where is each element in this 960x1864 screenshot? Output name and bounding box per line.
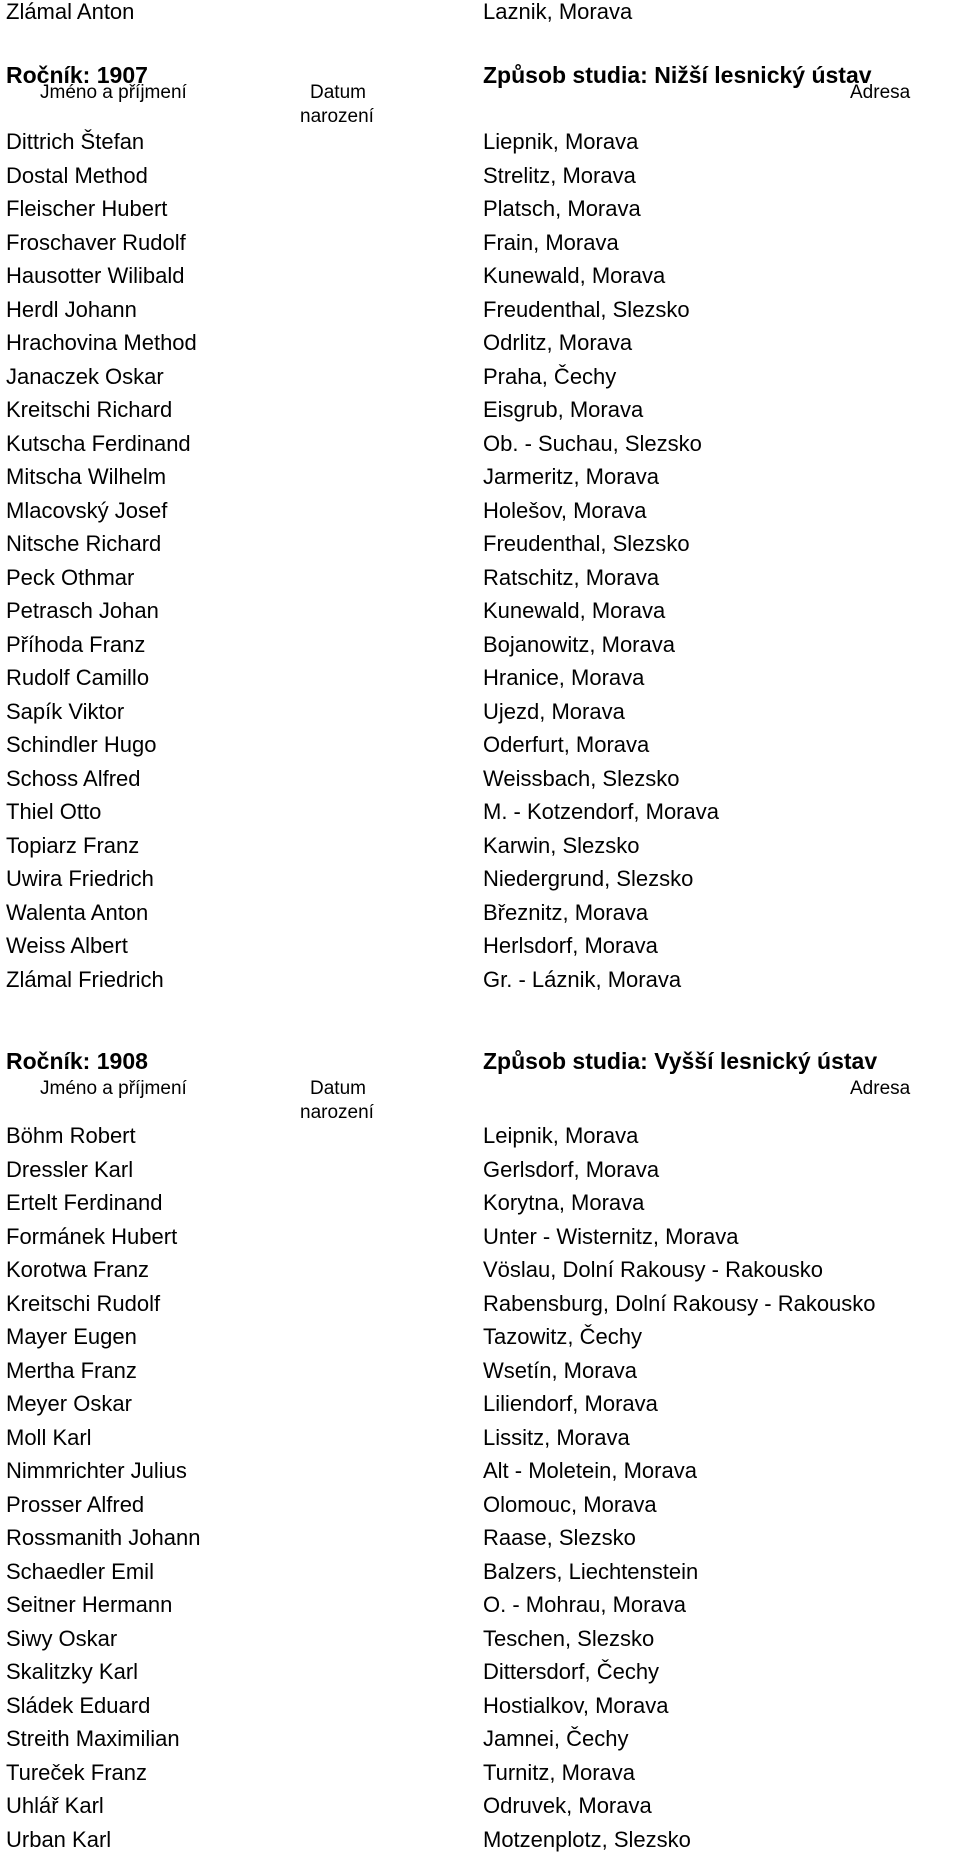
- person-name: Thiel Otto: [6, 799, 102, 824]
- person-name: Froschaver Rudolf: [6, 229, 186, 255]
- person-name: Herdl Johann: [6, 296, 137, 322]
- year-label: Ročník: 1908: [6, 1048, 148, 1074]
- person-name: Korotwa Franz: [6, 1257, 150, 1282]
- person-address: Lissitz, Morava: [483, 1424, 630, 1450]
- person-name: Kreitschi Richard: [6, 397, 173, 422]
- person-name: Mayer Eugen: [6, 1324, 137, 1349]
- person-address: Dittersdorf, Čechy: [483, 1659, 660, 1684]
- person-name: Kutscha Ferdinand: [6, 430, 191, 456]
- table-row: [0, 832, 960, 866]
- col-address-header: Adresa: [850, 1078, 911, 1099]
- person-name: Dittrich Štefan: [6, 129, 145, 154]
- person-name: Schoss Alfred: [6, 765, 141, 791]
- table-row: [0, 396, 960, 430]
- table-row: [0, 698, 960, 732]
- person-address: Gerlsdorf, Morava: [483, 1156, 660, 1182]
- table-row: [0, 1156, 960, 1190]
- person-address: Tazowitz, Čechy: [483, 1324, 642, 1349]
- person-address: Ujezd, Morava: [483, 698, 625, 724]
- person-address: Odrlitz, Morava: [483, 330, 633, 355]
- person-name: Petrasch Johan: [6, 598, 159, 623]
- person-address: Eisgrub, Morava: [483, 397, 644, 422]
- col-date-header-2: narození: [300, 106, 374, 127]
- table-row: [0, 1223, 960, 1257]
- table-row: [0, 1591, 960, 1625]
- table-row: [0, 262, 960, 296]
- table-row: [0, 1357, 960, 1391]
- person-address: Hranice, Morava: [483, 665, 645, 690]
- col-address-header: Adresa: [850, 82, 911, 103]
- person-name: Schindler Hugo: [6, 732, 157, 757]
- table-row: [0, 1491, 960, 1525]
- person-address: Wsetín, Morava: [483, 1357, 638, 1383]
- table-row: [0, 363, 960, 397]
- person-address: Ratschitz, Morava: [483, 564, 660, 590]
- person-address: Korytna, Morava: [483, 1190, 645, 1215]
- person-address: M. - Kotzendorf, Morava: [483, 799, 719, 824]
- person-name: Rudolf Camillo: [6, 665, 150, 690]
- table-row: [0, 530, 960, 564]
- person-name: Rossmanith Johann: [6, 1525, 201, 1550]
- table-row: [0, 296, 960, 330]
- person-name: Nimmrichter Julius: [6, 1458, 187, 1483]
- table-row: [0, 463, 960, 497]
- table-row: [0, 597, 960, 631]
- rows-1907: [0, 128, 960, 999]
- person-name: Mertha Franz: [6, 1357, 137, 1383]
- person-name: Skalitzky Karl: [6, 1659, 139, 1684]
- table-row: [0, 1524, 960, 1558]
- person-address: Motzenplotz, Slezsko: [483, 1826, 691, 1852]
- person-name: Hausotter Wilibald: [6, 263, 185, 288]
- person-address: Weissbach, Slezsko: [483, 765, 680, 791]
- person-address: Freudenthal, Slezsko: [483, 531, 690, 556]
- table-row: [0, 765, 960, 799]
- year-label: Ročník: 1907: [6, 62, 148, 88]
- person-address: Frain, Morava: [483, 229, 619, 255]
- person-address: Praha, Čechy: [483, 363, 617, 389]
- study-label: Způsob studia: Nižší lesnický ústav: [483, 62, 872, 88]
- person-address: Bojanowitz, Morava: [483, 631, 675, 657]
- person-name: Janaczek Oskar: [6, 363, 164, 389]
- person-name: Kreitschi Rudolf: [6, 1290, 161, 1316]
- person-address: Liliendorf, Morava: [483, 1391, 658, 1416]
- person-address: Jarmeritz, Morava: [483, 464, 660, 489]
- person-address: Hostialkov, Morava: [483, 1692, 669, 1718]
- person-address: Strelitz, Morava: [483, 162, 636, 188]
- person-address: Jamnei, Čechy: [483, 1726, 629, 1751]
- person-address: Balzers, Liechtenstein: [483, 1558, 699, 1584]
- table-row: [0, 1792, 960, 1826]
- table-row: [0, 1826, 960, 1860]
- person-name: Uwira Friedrich: [6, 866, 154, 891]
- person-name: Streith Maximilian: [6, 1726, 180, 1751]
- person-address: Vöslau, Dolní Rakousy - Rakousko: [483, 1257, 823, 1282]
- person-name: Uhlář Karl: [6, 1793, 104, 1818]
- person-address: Březnitz, Morava: [483, 899, 649, 925]
- person-address: Raase, Slezsko: [483, 1525, 636, 1550]
- person-address: Ob. - Suchau, Slezsko: [483, 430, 702, 456]
- person-name: Prosser Alfred: [6, 1491, 145, 1517]
- table-row: [0, 1323, 960, 1357]
- person-name: Dressler Karl: [6, 1156, 134, 1182]
- col-name-header: Jméno a příjmení: [40, 1078, 187, 1099]
- table-row: [0, 865, 960, 899]
- person-name: Příhoda Franz: [6, 631, 146, 657]
- person-name: Böhm Robert: [6, 1123, 136, 1148]
- table-row: [0, 229, 960, 263]
- person-address: Oderfurt, Morava: [483, 732, 650, 757]
- person-address: O. - Mohrau, Morava: [483, 1592, 686, 1617]
- person-name: Dostal Method: [6, 162, 148, 188]
- person-name: Seitner Hermann: [6, 1592, 173, 1617]
- person-address: Platsch, Morava: [483, 196, 641, 221]
- person-name: Meyer Oskar: [6, 1391, 132, 1416]
- person-name: Formánek Hubert: [6, 1223, 178, 1249]
- table-row: [0, 798, 960, 832]
- table-row: [0, 430, 960, 464]
- person-name: Schaedler Emil: [6, 1558, 154, 1584]
- person-address: Freudenthal, Slezsko: [483, 296, 690, 322]
- table-row: [0, 631, 960, 665]
- person-address: Turnitz, Morava: [483, 1759, 636, 1785]
- table-row: [0, 1189, 960, 1223]
- table-row: [0, 329, 960, 363]
- col-date-header-2: narození: [300, 1102, 374, 1123]
- table-row: [0, 1424, 960, 1458]
- person-address: Karwin, Slezsko: [483, 832, 640, 858]
- table-row: [0, 899, 960, 933]
- person-name: Mitscha Wilhelm: [6, 464, 167, 489]
- table-row: [0, 1692, 960, 1726]
- table-row: [0, 1457, 960, 1491]
- person-address: Olomouc, Morava: [483, 1491, 657, 1517]
- table-row: [0, 1658, 960, 1692]
- person-name: Siwy Oskar: [6, 1625, 118, 1651]
- person-name: Topiarz Franz: [6, 832, 140, 858]
- person-address: Kunewald, Morava: [483, 598, 666, 623]
- person-name: Ertelt Ferdinand: [6, 1190, 163, 1215]
- person-address: Herlsdorf, Morava: [483, 933, 658, 958]
- person-name: Sapík Viktor: [6, 698, 125, 724]
- person-address: Alt - Moletein, Morava: [483, 1458, 697, 1483]
- table-row: [0, 1290, 960, 1324]
- person-name: Fleischer Hubert: [6, 196, 168, 221]
- table-row: [0, 564, 960, 598]
- top-row-address: Laznik, Morava: [483, 0, 633, 24]
- top-row-name: Zlámal Anton: [6, 0, 135, 24]
- person-address: Gr. - Láznik, Morava: [483, 966, 682, 992]
- person-name: Sládek Eduard: [6, 1692, 151, 1718]
- table-row: [0, 1759, 960, 1793]
- person-name: Moll Karl: [6, 1424, 92, 1450]
- person-name: Mlacovský Josef: [6, 497, 168, 523]
- person-address: Holešov, Morava: [483, 497, 647, 523]
- table-row: [0, 731, 960, 765]
- person-address: Niedergrund, Slezsko: [483, 866, 694, 891]
- person-name: Zlámal Friedrich: [6, 966, 164, 992]
- person-name: Urban Karl: [6, 1826, 112, 1852]
- person-name: Tureček Franz: [6, 1759, 148, 1785]
- person-name: Peck Othmar: [6, 564, 135, 590]
- table-row: [0, 162, 960, 196]
- table-row: [0, 1725, 960, 1759]
- table-row: [0, 128, 960, 162]
- person-address: Odruvek, Morava: [483, 1793, 652, 1818]
- table-row: [0, 966, 960, 1000]
- table-row: [0, 932, 960, 966]
- table-row: [0, 497, 960, 531]
- table-row: [0, 1122, 960, 1156]
- person-address: Rabensburg, Dolní Rakousy - Rakousko: [483, 1290, 876, 1316]
- person-name: Walenta Anton: [6, 899, 149, 925]
- person-address: Unter - Wisternitz, Morava: [483, 1223, 739, 1249]
- table-row: [0, 664, 960, 698]
- table-row: [0, 1558, 960, 1592]
- person-name: Nitsche Richard: [6, 531, 162, 556]
- table-row: [0, 1390, 960, 1424]
- col-name-header: Jméno a příjmení: [40, 82, 187, 103]
- person-name: Hrachovina Method: [6, 330, 197, 355]
- person-name: Weiss Albert: [6, 933, 128, 958]
- person-address: Leipnik, Morava: [483, 1123, 639, 1148]
- table-row: [0, 195, 960, 229]
- col-date-header-1: Datum: [310, 82, 366, 103]
- person-address: Kunewald, Morava: [483, 263, 666, 288]
- study-label: Způsob studia: Vyšší lesnický ústav: [483, 1048, 878, 1074]
- table-row: [0, 1625, 960, 1659]
- col-date-header-1: Datum: [310, 1078, 366, 1099]
- person-address: Liepnik, Morava: [483, 129, 639, 154]
- rows-1908: [0, 1122, 960, 1859]
- person-address: Teschen, Slezsko: [483, 1625, 655, 1651]
- table-row: [0, 1256, 960, 1290]
